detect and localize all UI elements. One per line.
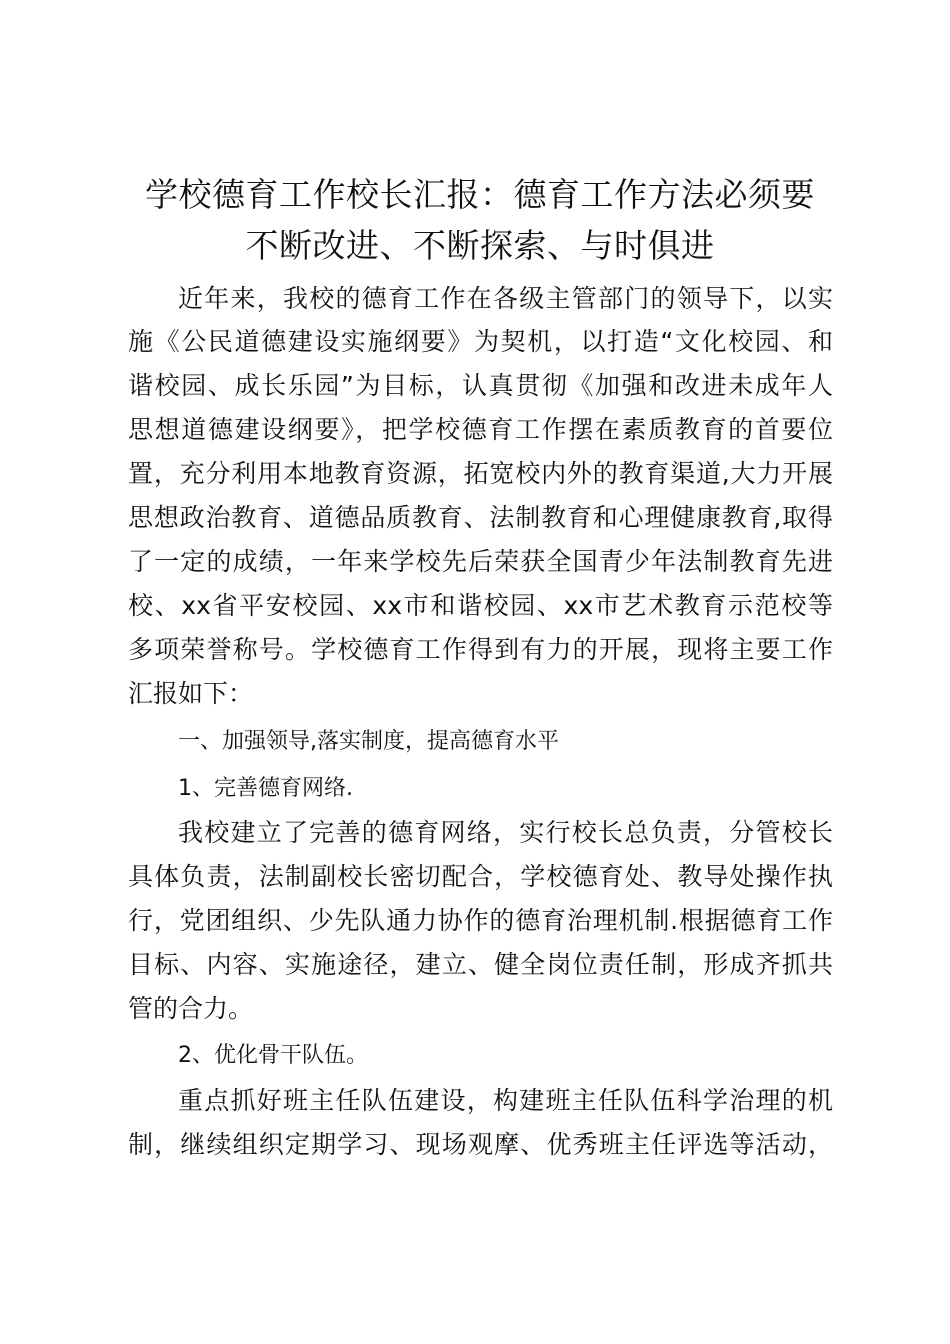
paragraph-2-line-4: 目标、内容、实施途径，建立、健全岗位责任制，形成齐抓共 — [128, 950, 833, 979]
item-1-title: 1、完善德育网络. — [178, 776, 353, 801]
item-2-title: 2、优化骨干队伍。 — [178, 1043, 368, 1068]
paragraph-1-line-8: 校、xx省平安校园、xx市和谐校园、xx市艺术教育示范校等 — [128, 591, 833, 620]
paragraph-3-line-2: 制，继续组织定期学习、现场观摩、优秀班主任评选等活动， — [128, 1130, 833, 1159]
paragraph-1-line-3: 谐校园、成长乐园”为目标，认真贯彻《加强和改进未成年人 — [128, 371, 833, 400]
paragraph-1-line-6: 思想政治教育、道德品质教育、法制教育和心理健康教育,取得 — [128, 503, 833, 532]
paragraph-2-line-2: 具体负责，法制副校长密切配合，学校德育处、教导处操作执 — [128, 862, 833, 891]
paragraph-1-line-2: 施《公民道德建设实施纲要》为契机，以打造“文化校园、和 — [128, 327, 833, 356]
paragraph-3-line-1: 重点抓好班主任队伍建设，构建班主任队伍科学治理的机 — [178, 1086, 833, 1115]
paragraph-2-line-3: 行，党团组织、少先队通力协作的德育治理机制.根据德育工作 — [128, 906, 833, 935]
section-1-heading: 一、加强领导,落实制度，提高德育水平 — [178, 729, 559, 754]
paragraph-2-line-5: 管的合力。 — [128, 994, 254, 1023]
document-title-line-2: 不断改进、不断探索、与时俱进 — [245, 226, 715, 265]
paragraph-1-line-5: 置，充分利用本地教育资源，拓宽校内外的教育渠道,大力开展 — [128, 459, 833, 488]
paragraph-1-line-7: 了一定的成绩，一年来学校先后荣获全国青少年法制教育先进 — [128, 547, 833, 576]
paragraph-2-line-1: 我校建立了完善的德育网络，实行校长总负责，分管校长 — [178, 818, 833, 847]
paragraph-1-line-1: 近年来，我校的德育工作在各级主管部门的领导下，以实 — [178, 284, 833, 313]
paragraph-1-line-4: 思想道德建设纲要》，把学校德育工作摆在素质教育的首要位 — [128, 415, 833, 444]
paragraph-1-line-10: 汇报如下： — [128, 679, 254, 708]
document-title-line-1: 学校德育工作校长汇报：德育工作方法必须要 — [145, 175, 815, 214]
paragraph-1-line-9: 多项荣誉称号。学校德育工作得到有力的开展，现将主要工作 — [128, 635, 833, 664]
